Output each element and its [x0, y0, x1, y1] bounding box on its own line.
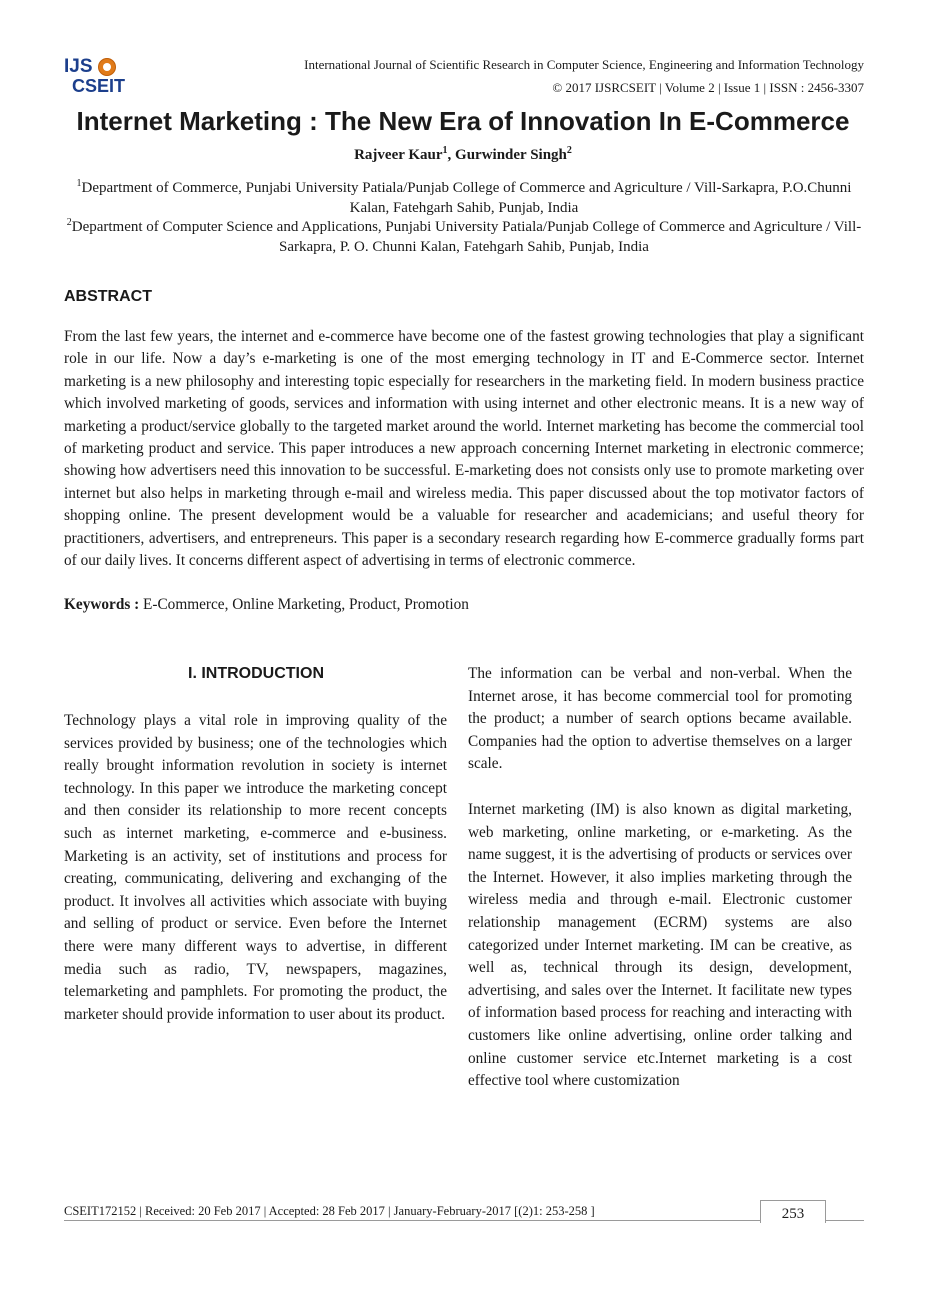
author-list — [0, 145, 926, 164]
affiliation-text: Department of Commerce, Punjabi University Patiala/Punjab College of Commerce and Agriculture / Vill-Sarkapra, P.O.Chunni Kalan, Fatehgarh Sahib, Punjab, India — [81, 180, 852, 216]
paper-title: Internet Marketing : The New Era of Innovation In E-Commerce — [76, 106, 850, 136]
affiliation-text: Department of Computer Science and Applications, Punjabi University Patiala/Punjab College of Commerce and Agriculture / Vill-Sarkapra, P. O. Chunni Kalan, Fatehgarh Sahib, Punjab, India — [71, 219, 862, 255]
intro-paragraph-left: Technology plays a vital role in improving quality of the services provided by business; one of the technologies which really brought information revolution in society is internet technology. In this paper we introduce the marketing concept and then consider its relationship to more recent concepts such as internet marketing, e-commerce and e-business. Marketing is an activity, set of institutions and process for creating, communicating, delivering and exchanging of the product. It involves all activities which associate with buying and selling of product or service. Even before the Internet there were many different ways to advertise, in different media such as radio, TV, newspapers, magazines, telemarketing and pamphlets. For promoting the product, the marketer should provide information to user about its product. — [64, 712, 447, 1023]
abstract-heading: ABSTRACT — [64, 288, 152, 305]
intro-paragraph-right-1: The information can be verbal and non-verbal. When the Internet arose, it has become commercial tool for promoting the product; a number of search options became available. Companies had the option to advertise themselves on a larger scale. — [468, 665, 852, 773]
author-name: Gurwinder Singh — [455, 147, 567, 163]
affiliation-mark: 1 — [76, 178, 82, 189]
keywords-text: E-Commerce, Online Marketing, Product, Promotion — [143, 596, 469, 613]
abstract-body: From the last few years, the internet and e-commerce have become one of the fastest growing technologies that play a significant role in our life. Now a day’s e-marketing is one of the most emerging technology in IT and E-Commerce sector. Internet marketing is a new philosophy and interesting topic especially for researchers in the marketing field. In modern business practice which involved marketing of goods, services and information with using internet and other electronic means. It is a new way of marketing a product/service globally to the targeted market around the world. Internet marketing has become the commercial tool of marketing product and service. This paper introduces a new approach concerning Internet marketing in electronic commerce; showing how advertisers need this innovation to be successful. E-marketing does not consists only use to promote marketing over internet but also helps in marketing through e-mail and wireless media. This paper discussed about the top motivator factors of shopping online. The present development would be a valuable for researcher and academicians; and useful theory for practitioners, advertisers, and entrepreneurs. This paper is a secondary research regarding how E-commerce gradually forms part of our daily lives. It concerns different aspect of advertising in terms of electronic commerce. — [64, 328, 864, 570]
author-name: Rajveer Kaur — [354, 147, 443, 163]
logo-ring-icon — [98, 58, 116, 76]
logo-text-bottom: CSEIT — [72, 76, 126, 96]
author-affil-mark: 1 — [442, 145, 448, 156]
journal-name: International Journal of Scientific Research in Computer Science, Engineering and Information Technology — [304, 57, 864, 72]
keywords-line — [64, 596, 864, 614]
page-number: 253 — [760, 1200, 826, 1223]
intro-paragraph-right-2: Internet marketing (IM) is also known as digital marketing, web marketing, online marketing, or e-marketing. As the name suggest, it is the advertising of products or services over the Internet. However, it also implies marketing through the wireless media and through e-mail. Electronic customer relationship management (ECRM) systems are also categorized under Internet marketing. IM can be creative, as well as, technical through its design, development, advertising, and sales over the Internet. It facilitate new types of information based process for reaching and interacting with customers like online advertising, online order talking and online customer service etc.Internet marketing is a cost effective tool where customization — [468, 801, 852, 1090]
footer-rule — [64, 1220, 864, 1221]
journal-meta: © 2017 IJSRCSEIT | Volume 2 | Issue 1 | ISSN : 2456-3307 — [552, 80, 864, 95]
author-affil-mark: 2 — [566, 145, 572, 156]
journal-logo — [64, 56, 144, 102]
author-separator: , — [447, 147, 456, 163]
keywords-label: Keywords : — [64, 596, 140, 613]
logo-text-top: IJS — [64, 56, 93, 77]
affiliation — [64, 213, 864, 257]
section-heading-introduction: I. INTRODUCTION — [188, 665, 324, 682]
footer-citation: CSEIT172152 | Received: 20 Feb 2017 | Accepted: 28 Feb 2017 | January-February-2017 [(2)1: 253-258 ] — [64, 1204, 595, 1218]
affiliation — [64, 174, 864, 218]
affiliation-mark: 2 — [66, 217, 72, 228]
